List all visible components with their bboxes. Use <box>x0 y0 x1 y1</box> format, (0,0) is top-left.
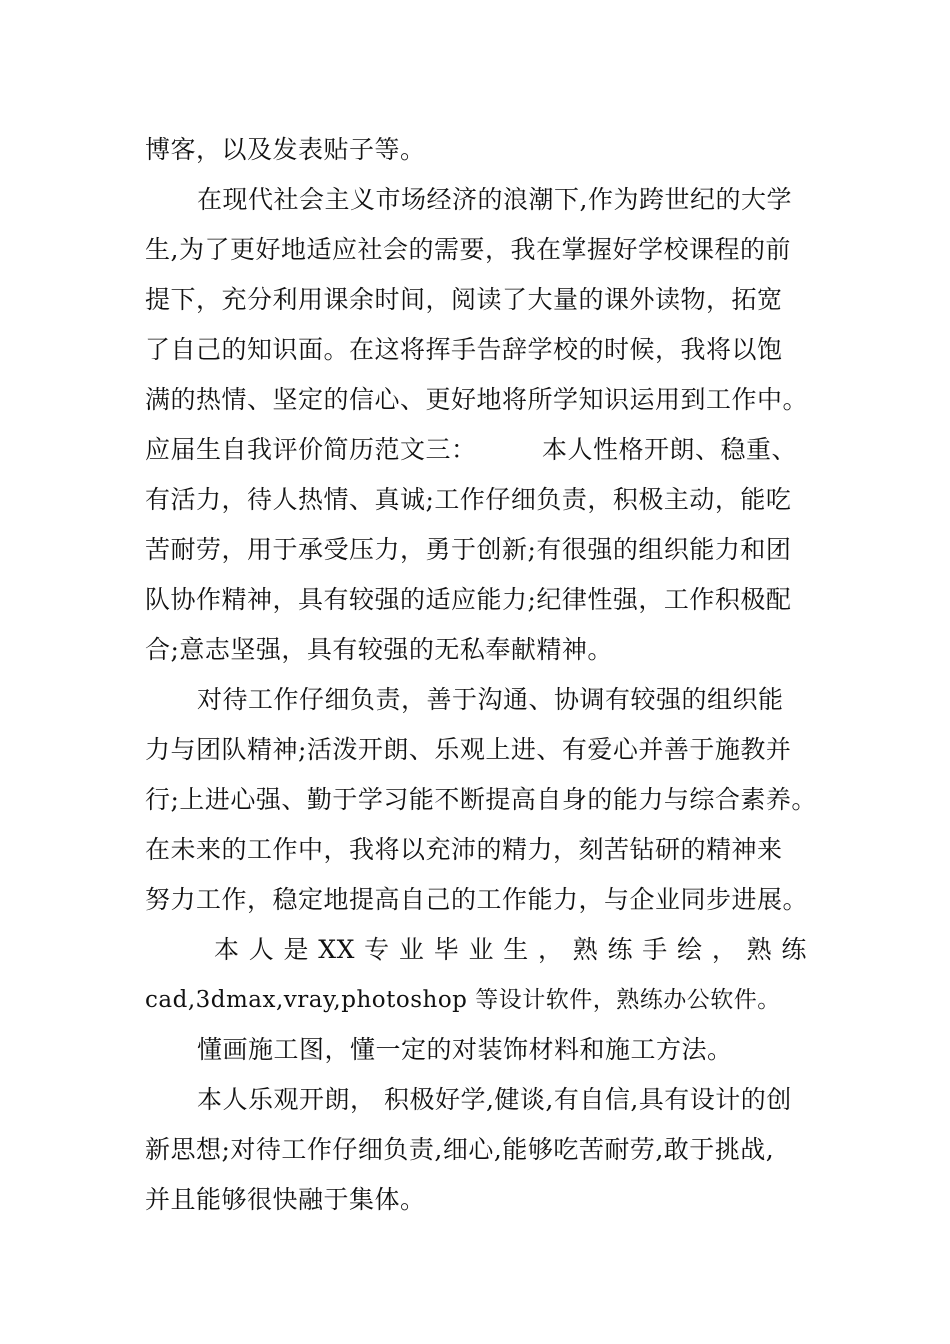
text-line-2: 在现代社会主义市场经济的浪潮下,作为跨世纪的大学 <box>197 185 792 214</box>
justified-char: 绘 <box>677 935 703 964</box>
text-line-13: 力与团队精神;活泼开朗、乐观上进、有爱心并善于施教并 <box>145 735 792 764</box>
justified-char: XX <box>318 935 355 964</box>
justified-char: 是 <box>283 935 310 964</box>
section-heading: 应届生自我评价简历范文三： <box>145 435 477 464</box>
text-line-19: 懂画施工图，懂一定的对装饰材料和施工方法。 <box>197 1035 733 1064</box>
text-line-16: 努力工作，稳定地提高自己的工作能力，与企业同步进展。 <box>145 885 809 914</box>
text-line-11: 合;意志坚强，具有较强的无私奉献精神。 <box>145 635 613 664</box>
text-line-20: 本人乐观开朗， 积极好学,健谈,有自信,具有设计的创 <box>197 1085 792 1114</box>
justified-char: 专 <box>364 935 390 964</box>
justified-char: ， <box>711 935 738 964</box>
justified-char: 业 <box>468 935 494 964</box>
text-line-21: 新思想;对待工作仔细负责,细心,能够吃苦耐劳,敢于挑战, <box>145 1135 775 1164</box>
text-line-15: 在未来的工作中，我将以充沛的精力，刻苦钻研的精神来 <box>145 835 783 864</box>
justified-char: 练 <box>781 935 807 964</box>
justified-char: 生 <box>503 935 529 964</box>
justified-char: 业 <box>398 935 425 964</box>
justified-char: 熟 <box>572 935 599 964</box>
text-line-10: 队协作精神，具有较强的适应能力;纪律性强，工作积极配 <box>145 585 792 614</box>
text-line-6: 满的热情、坚定的信心、更好地将所学知识运用到工作中。 <box>145 385 809 414</box>
text-line-14: 行;上进心强、勤于学习能不断提高自身的能力与综合素养。 <box>145 785 817 814</box>
justified-char: 人 <box>248 935 275 964</box>
justified-char: 毕 <box>433 935 460 964</box>
justified-char: ， <box>537 935 564 964</box>
text-line-8: 有活力，待人热情、真诚;工作仔细负责，积极主动，能吃 <box>145 485 792 514</box>
text-line-4: 提下，充分利用课余时间，阅读了大量的课外读物，拓宽 <box>145 285 783 314</box>
text-line-5: 了自己的知识面。在这将挥手告辞学校的时候，我将以饱 <box>145 335 783 364</box>
text-line-7: 本人性格开朗、稳重、 <box>542 435 798 464</box>
text-line-17-source <box>0 0 1 1</box>
justified-char: 练 <box>607 935 634 964</box>
justified-char: 手 <box>642 935 668 964</box>
text-line-18: cad,3dmax,vray,photoshop 等设计软件，熟练办公软件。 <box>145 987 781 1013</box>
text-line-17 <box>214 928 807 972</box>
text-line-1: 博客，以及发表贴子等。 <box>145 135 426 164</box>
justified-char: 本 <box>214 935 240 964</box>
justified-char: 熟 <box>746 935 773 964</box>
text-line-22: 并且能够很快融于集体。 <box>145 1185 426 1214</box>
text-line-3: 生,为了更好地适应社会的需要，我在掌握好学校课程的前 <box>145 235 791 264</box>
text-line-9: 苦耐劳，用于承受压力，勇于创新;有很强的组织能力和团 <box>145 535 792 564</box>
text-line-12: 对待工作仔细负责，善于沟通、协调有较强的组织能 <box>197 685 784 714</box>
